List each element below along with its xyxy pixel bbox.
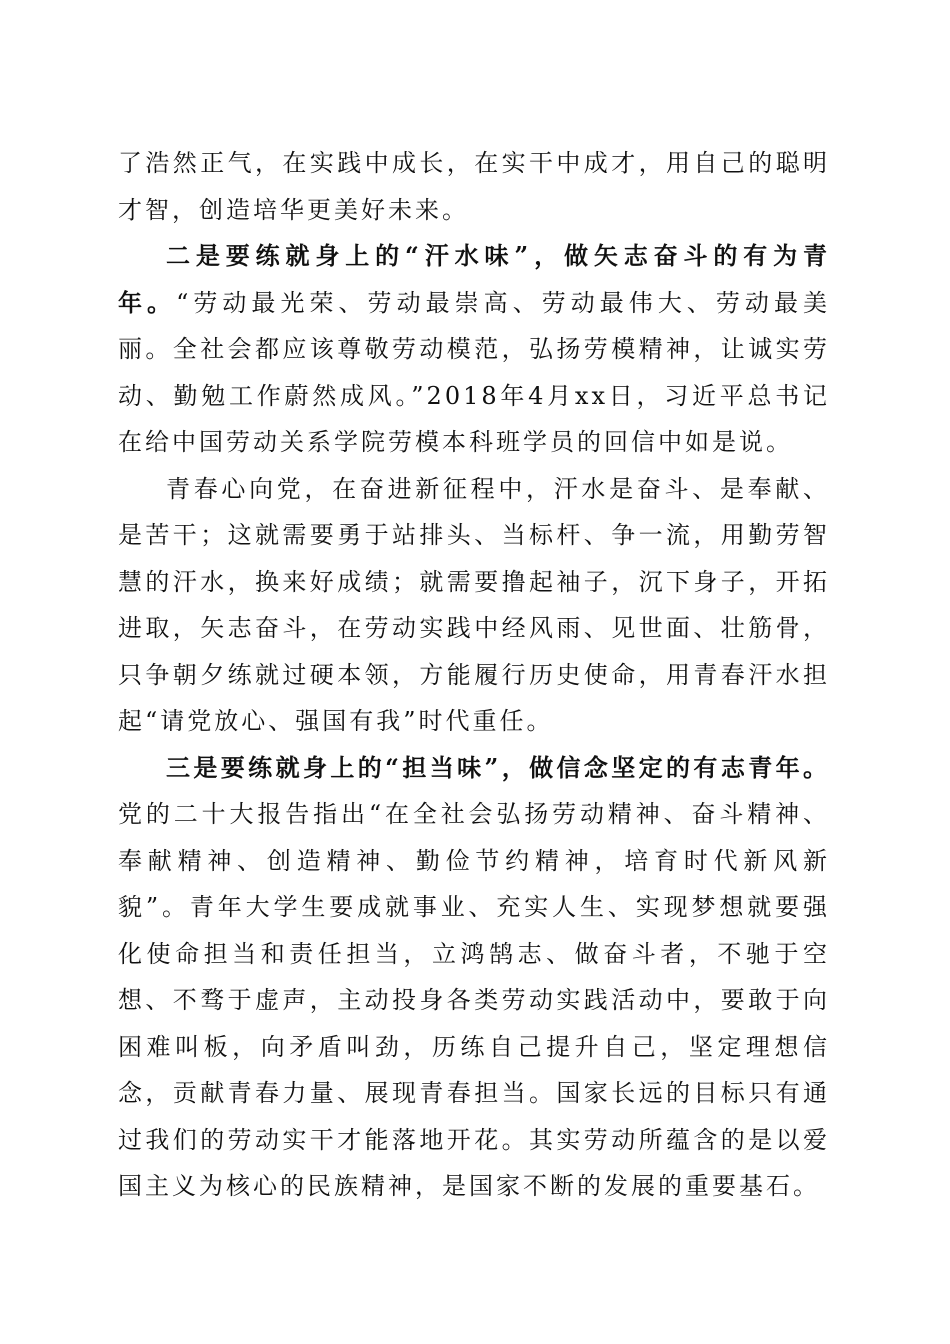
paragraph-text: 青春心向党，在奋进新征程中，汗水是奋斗、是奉献、是苦干；这就需要勇于站排头、当标杆、争一流，用勤劳智慧的汗水，换来好成绩；就需要撸起袖子，沉下身子，开拓进取，矢志奋斗，在劳动实践中经风雨、见世面、壮筋骨，只争朝夕练就过硬本领，方能履行历史使命，用青春汗水担起“请党放心、强国有我”时代重任。 xyxy=(118,474,830,735)
paragraph-text: “劳动最光荣、劳动最崇高、劳动最伟大、劳动最美丽。全社会都应该尊敬劳动模范，弘扬劳模精神，让诚实劳动、勤勉工作蔚然成风。”2018年4月xx日，习近平总书记在给中国劳动关系学院劳模本科班学员的回信中如是说。 xyxy=(118,288,830,456)
paragraph-lead-heading: 三是要练就身上的“担当味”，做信念坚定的有志青年。 xyxy=(166,752,830,782)
paragraph-youth-heart xyxy=(118,466,830,745)
document-body xyxy=(118,140,830,1210)
paragraph-sweat xyxy=(118,233,830,466)
paragraph-continuation xyxy=(118,140,830,233)
paragraph-responsibility xyxy=(118,745,830,1210)
paragraph-text: 了浩然正气，在实践中成长，在实干中成才，用自己的聪明才智，创造培华更美好未来。 xyxy=(118,149,830,224)
paragraph-lead-heading: 二是要练就身上的“汗水味”，做矢志奋斗的有为青年。 xyxy=(118,241,830,317)
paragraph-text: 党的二十大报告指出“在全社会弘扬劳动精神、奋斗精神、奉献精神、创造精神、勤俭节约精神，培育时代新风新貌”。青年大学生要成就事业、充实人生、实现梦想就要强化使命担当和责任担当，立鸿鹄志、做奋斗者，不驰于空想、不骛于虚声，主动投身各类劳动实践活动中，要敢于向困难叫板，向矛盾叫劲，历练自己提升自己，坚定理想信念，贡献青春力量、展现青春担当。国家长远的目标只有通过我们的劳动实干才能落地开花。其实劳动所蕴含的是以爱国主义为核心的民族精神，是国家不断的发展的重要基石。 xyxy=(118,800,830,1200)
